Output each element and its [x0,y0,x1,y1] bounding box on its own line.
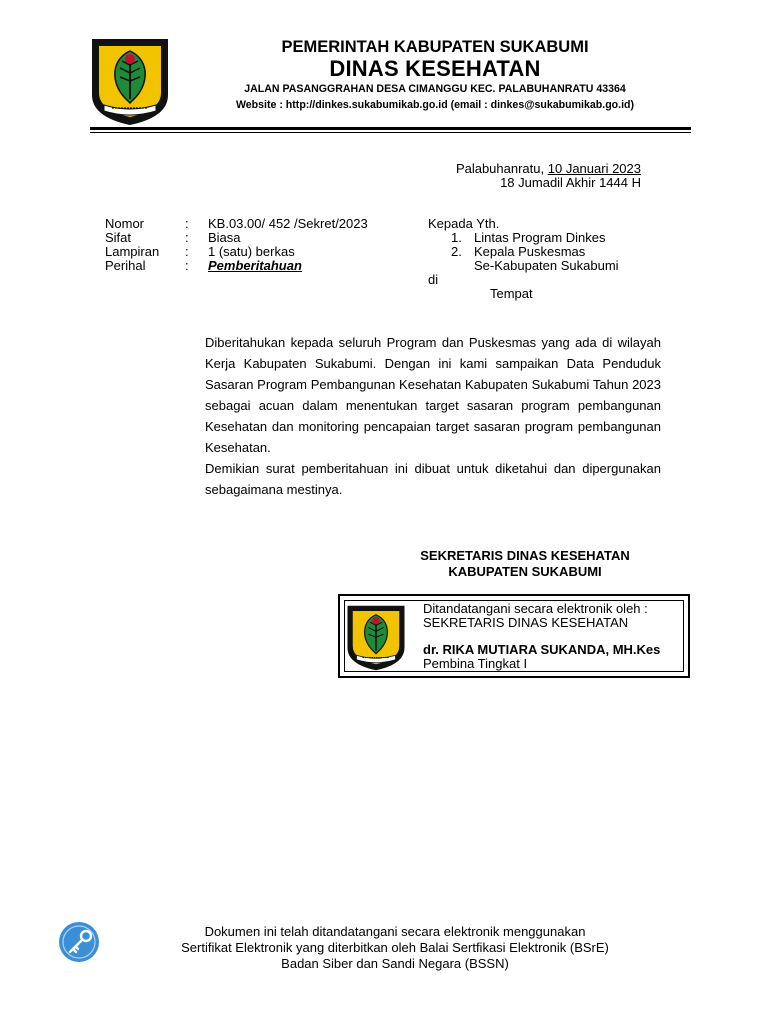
meta-label: Nomor [105,216,145,231]
government-name: PEMERINTAH KABUPATEN SUKABUMI [281,38,589,56]
meta-label: Sifat [105,230,132,245]
body-paragraph: Diberitahukan kepada seluruh Program dan Puskesmas yang ada di wilayah Kerja Kabupaten Sukabumi. Dengan ini kami sampaikan Data Penduduk Sasaran Program Pembangunan Kesehatan Kabupaten Sukabumi Tahun 2023 sebagai acuan dalam menentukan target sasaran program pembangunan Kesehatan dan monitoring pencapaian target sasaran program pembangunan Kesehatan. [205,335,661,455]
addressee-item-1: Lintas Program Dinkes [474,230,606,245]
meta-row-lampiran [105,245,425,259]
meta-colon: : [185,230,189,245]
letter-date [400,161,641,176]
meta-colon: : [185,244,189,259]
kabupaten-sukabumi-logo [90,37,170,127]
letter-body [205,332,661,500]
meta-value: Biasa [208,230,241,245]
meta-row-nomor [105,217,425,231]
meta-label: Perihal [105,258,146,273]
letterhead-rule-thin [90,132,691,133]
signer-position: SEKRETARIS DINAS KESEHATAN [423,615,629,630]
addressee-di: di [428,272,439,287]
meta-colon: : [185,216,189,231]
meta-value: KB.03.00/ 452 /Sekret/2023 [208,216,368,231]
signer-name: dr. RIKA MUTIARA SUKANDA, MH.Kes [423,642,661,657]
meta-value: 1 (satu) berkas [208,244,295,259]
footer-line: Sertifikat Elektronik yang diterbitkan oleh Balai Sertfikasi Elektronik (BSrE) [181,940,609,955]
meta-row-perihal [105,259,425,273]
addressee-item-2-sub: Se-Kabupaten Sukabumi [474,258,619,273]
agency-website: Website : http://dinkes.sukabumikab.go.id (email : dinkes@sukabumikab.go.id) [235,99,635,111]
addressee-item-number: 1. [451,230,462,245]
addressee-item-2: Kepala Puskesmas [474,244,586,259]
letter-place: Palabuhanratu, [455,161,545,176]
gregorian-date: 10 Januari 2023 [547,161,641,176]
meta-row-sifat [105,231,425,245]
signatory-title-region: KABUPATEN SUKABUMI [448,564,602,579]
signatory-title: SEKRETARIS DINAS KESEHATAN [420,548,630,563]
letterhead-rule-thick [90,127,691,130]
subject-value: Pemberitahuan [208,258,302,273]
signer-rank: Pembina Tingkat I [423,656,528,671]
agency-name: DINAS KESEHATAN [329,56,541,81]
footer-line: Dokumen ini telah ditandatangani secara elektronik menggunakan [204,924,586,939]
body-paragraph: Demikian surat pemberitahuan ini dibuat untuk diketahui dan dipergunakan sebagaimana mestinya. [205,461,661,497]
addressee-place: Tempat [490,286,533,301]
addressee-greeting: Kepada Yth. [428,216,500,231]
bsre-key-icon [58,921,100,963]
hijri-date: 18 Jumadil Akhir 1444 H [500,175,641,190]
kabupaten-sukabumi-logo [346,604,406,672]
footer-line: Badan Siber dan Sandi Negara (BSSN) [281,956,509,971]
meta-label: Lampiran [105,244,160,259]
signed-by-label: Ditandatangani secara elektronik oleh : [423,601,648,616]
addressee-item-number: 2. [451,244,462,259]
agency-address: JALAN PASANGGRAHAN DESA CIMANGGU KEC. PALABUHANRATU 43364 [244,83,626,95]
meta-colon: : [185,258,189,273]
